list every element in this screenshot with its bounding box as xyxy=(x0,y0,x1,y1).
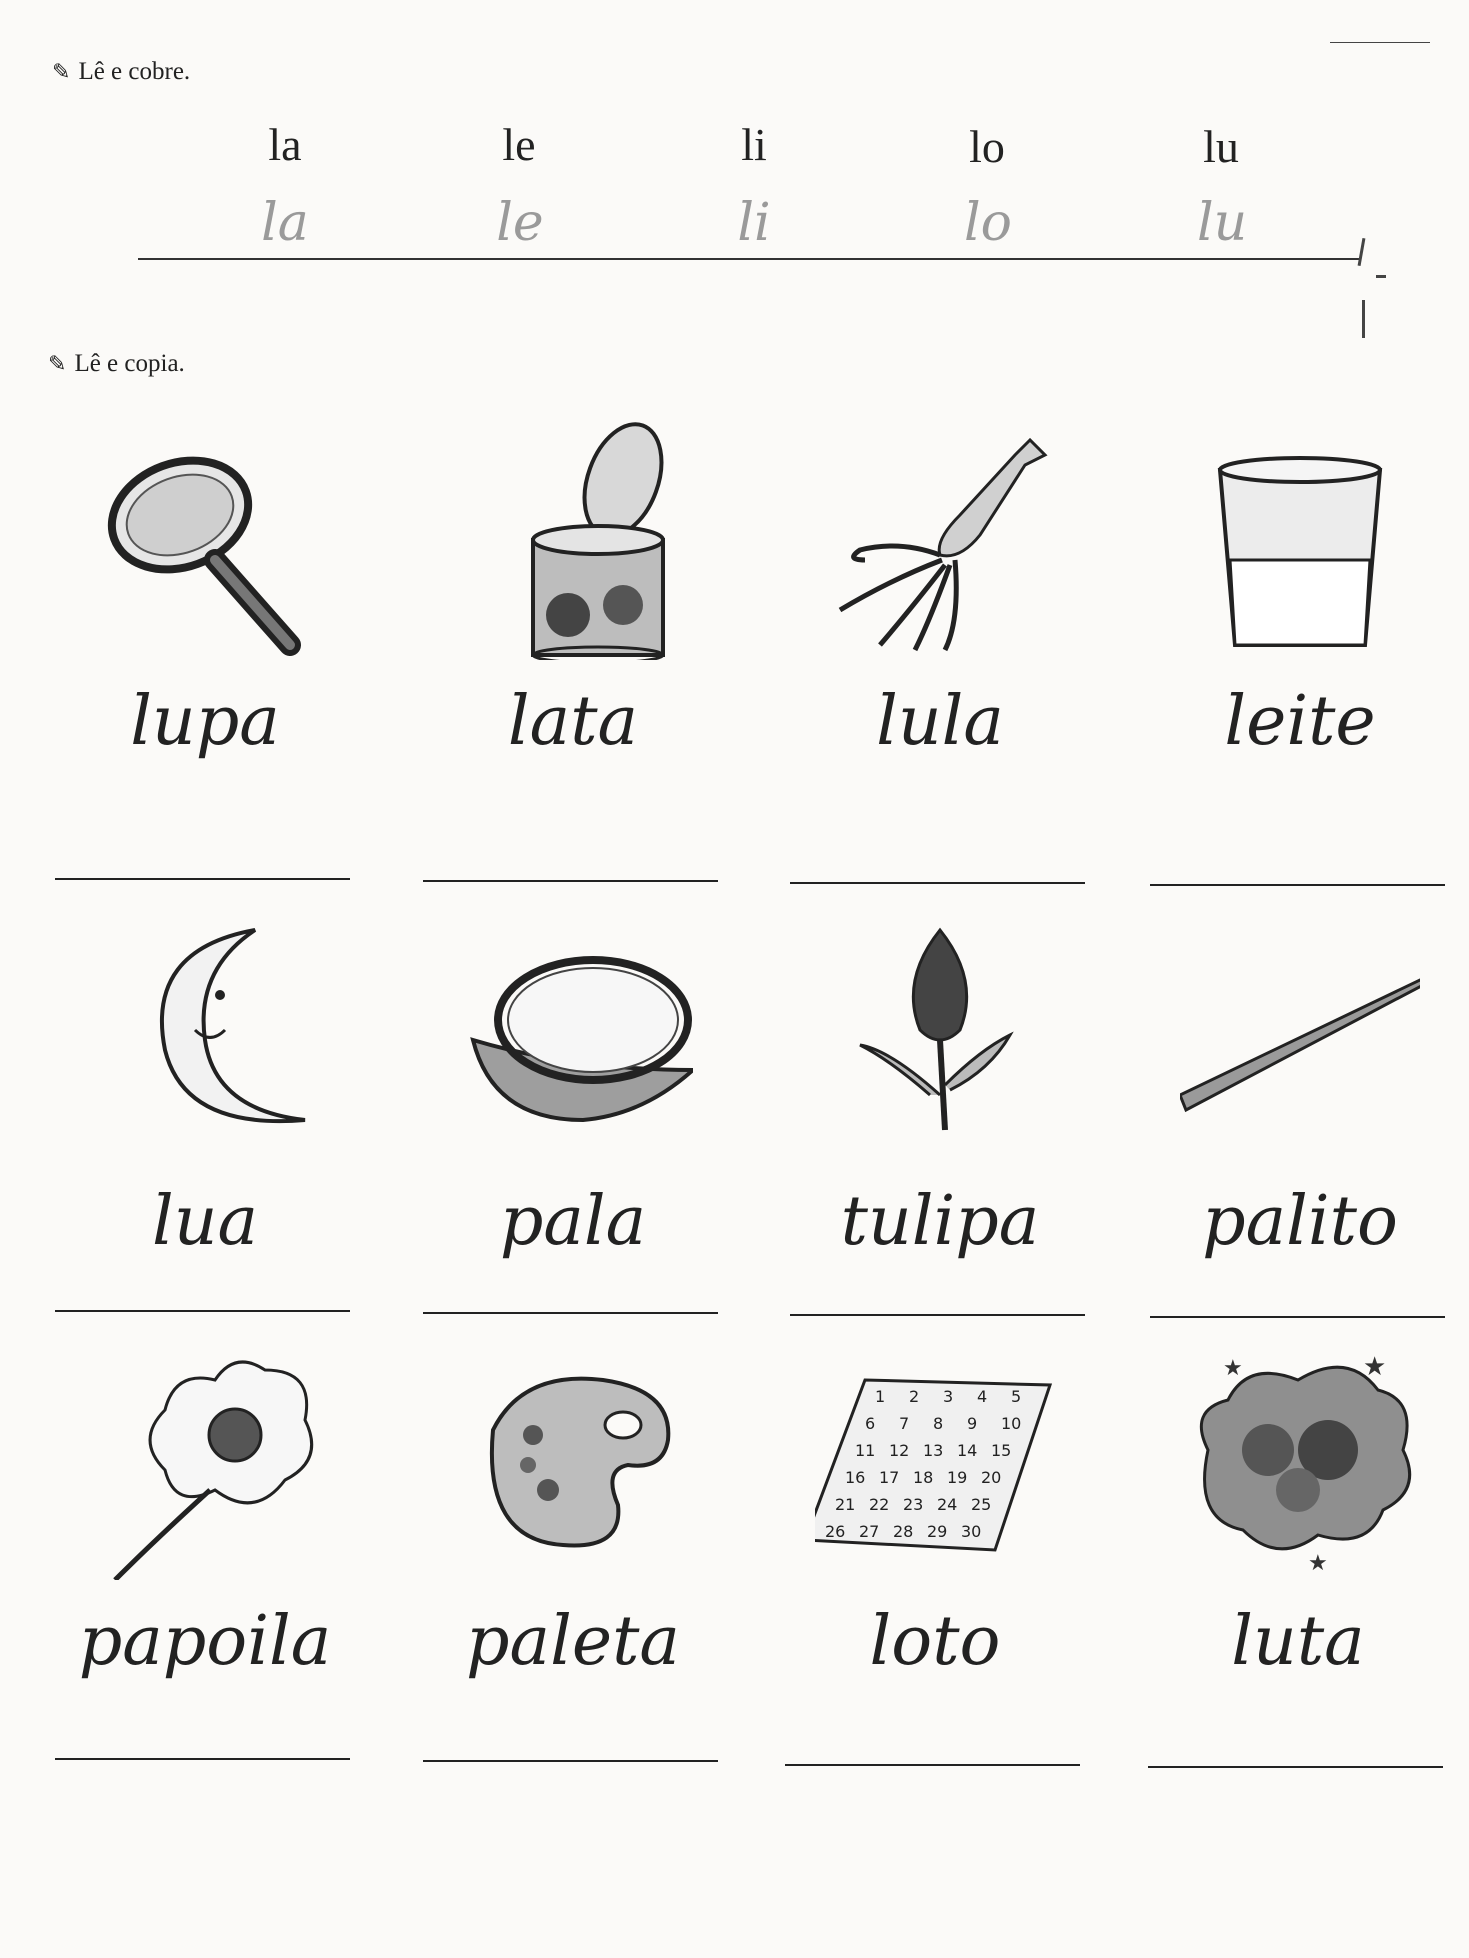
word-card-paleta xyxy=(423,1340,723,1770)
tin-can-icon xyxy=(453,420,693,660)
svg-text:★: ★ xyxy=(1363,1352,1387,1382)
cursive-syllable-lu: lu xyxy=(1196,193,1248,253)
lotto-number: 1 xyxy=(875,1387,886,1406)
lotto-number: 14 xyxy=(957,1441,978,1460)
word-luta: luta xyxy=(1231,1602,1365,1681)
lotto-number: 18 xyxy=(913,1468,934,1487)
word-lula: lula xyxy=(876,682,1004,761)
pencil-icon: ✎ xyxy=(48,351,67,377)
lotto-number: 23 xyxy=(903,1495,924,1514)
lotto-number: 29 xyxy=(927,1522,948,1541)
word-card-loto xyxy=(785,1340,1085,1770)
lotto-number: 9 xyxy=(967,1414,978,1433)
lotto-number: 2 xyxy=(909,1387,920,1406)
instruction-text: Lê e copia. xyxy=(74,350,185,377)
lotto-card-icon xyxy=(815,1340,1055,1580)
magnifying-glass-icon xyxy=(85,420,325,660)
paint-palette-icon xyxy=(453,1340,693,1580)
copy-line[interactable] xyxy=(55,1310,350,1312)
lotto-number: 19 xyxy=(947,1468,968,1487)
copy-line[interactable] xyxy=(423,880,718,882)
lotto-number: 28 xyxy=(893,1522,914,1541)
lotto-number: 16 xyxy=(845,1468,866,1487)
scan-mark xyxy=(1358,238,1366,266)
visor-cap-icon xyxy=(453,920,693,1160)
cursive-syllable-la: la xyxy=(261,193,309,253)
word-card-pala xyxy=(423,920,723,1350)
copy-line[interactable] xyxy=(55,878,350,880)
copy-line[interactable] xyxy=(423,1760,718,1762)
syllable-lo: lo xyxy=(969,121,1005,172)
crescent-moon-icon xyxy=(85,920,325,1160)
copy-line[interactable] xyxy=(790,882,1085,884)
syllable-la: la xyxy=(268,119,302,170)
toothpick-icon xyxy=(1180,920,1420,1160)
lotto-number: 17 xyxy=(879,1468,900,1487)
word-card-luta xyxy=(1148,1340,1448,1770)
word-loto: loto xyxy=(869,1602,1001,1681)
cursive-syllable-le: le xyxy=(496,193,544,253)
copy-line[interactable] xyxy=(1150,884,1445,886)
svg-text:★: ★ xyxy=(1223,1356,1243,1381)
syllable-le: le xyxy=(502,119,536,170)
lotto-number: 5 xyxy=(1011,1387,1022,1406)
word-tulipa: tulipa xyxy=(840,1182,1040,1261)
word-card-lua xyxy=(55,920,355,1350)
lotto-number: 22 xyxy=(869,1495,890,1514)
glass-of-milk-icon xyxy=(1180,420,1420,660)
fight-cloud-icon xyxy=(1178,1340,1418,1580)
word-papoila: papoila xyxy=(78,1602,332,1681)
lotto-number: 21 xyxy=(835,1495,856,1514)
word-card-lula xyxy=(790,420,1090,850)
lotto-number: 6 xyxy=(865,1414,876,1433)
word-card-lata xyxy=(423,420,723,850)
copy-line[interactable] xyxy=(785,1764,1080,1766)
svg-text:★: ★ xyxy=(1308,1551,1328,1576)
lotto-number: 7 xyxy=(899,1414,910,1433)
cursive-syllable-lo: lo xyxy=(964,193,1012,253)
copy-line[interactable] xyxy=(790,1314,1085,1316)
word-card-palito xyxy=(1150,920,1450,1350)
lotto-number: 10 xyxy=(1001,1414,1022,1433)
tulip-icon xyxy=(820,920,1060,1160)
lotto-number: 3 xyxy=(943,1387,954,1406)
poppy-flower-icon xyxy=(85,1340,325,1580)
word-card-tulipa xyxy=(790,920,1090,1350)
word-card-papoila xyxy=(55,1340,355,1770)
syllable-li: li xyxy=(741,119,767,170)
pencil-icon: ✎ xyxy=(52,59,71,85)
copy-line[interactable] xyxy=(423,1312,718,1314)
lotto-number: 4 xyxy=(977,1387,988,1406)
lotto-number: 24 xyxy=(937,1495,958,1514)
lotto-number: 12 xyxy=(889,1441,910,1460)
lotto-number: 15 xyxy=(991,1441,1012,1460)
squid-icon xyxy=(820,420,1060,660)
syllable-lu: lu xyxy=(1203,121,1239,172)
word-lua: lua xyxy=(151,1182,259,1261)
cursive-syllable-li: li xyxy=(737,193,771,253)
lotto-number: 11 xyxy=(855,1441,876,1460)
word-card-leite xyxy=(1150,420,1450,850)
copy-line[interactable] xyxy=(1148,1766,1443,1768)
scan-mark xyxy=(1362,300,1365,338)
scan-mark xyxy=(1330,42,1430,43)
word-card-lupa xyxy=(55,420,355,850)
word-lata: lata xyxy=(507,682,639,761)
word-lupa: lupa xyxy=(130,682,280,761)
lotto-number: 26 xyxy=(825,1522,846,1541)
lotto-number: 25 xyxy=(971,1495,992,1514)
lotto-number: 8 xyxy=(933,1414,944,1433)
scan-mark xyxy=(1376,275,1386,278)
copy-line[interactable] xyxy=(55,1758,350,1760)
word-pala: pala xyxy=(499,1182,647,1261)
tracing-baseline xyxy=(138,258,1360,260)
word-palito: palito xyxy=(1202,1182,1398,1261)
word-paleta: paleta xyxy=(466,1602,680,1681)
copy-line[interactable] xyxy=(1150,1316,1445,1318)
lotto-number: 27 xyxy=(859,1522,880,1541)
word-leite: leite xyxy=(1224,682,1376,761)
instruction-read-copy xyxy=(48,350,185,378)
instruction-read-trace xyxy=(52,58,190,86)
lotto-number: 30 xyxy=(961,1522,982,1541)
instruction-text: Lê e cobre. xyxy=(78,58,191,85)
lotto-number: 13 xyxy=(923,1441,944,1460)
lotto-number: 20 xyxy=(981,1468,1002,1487)
